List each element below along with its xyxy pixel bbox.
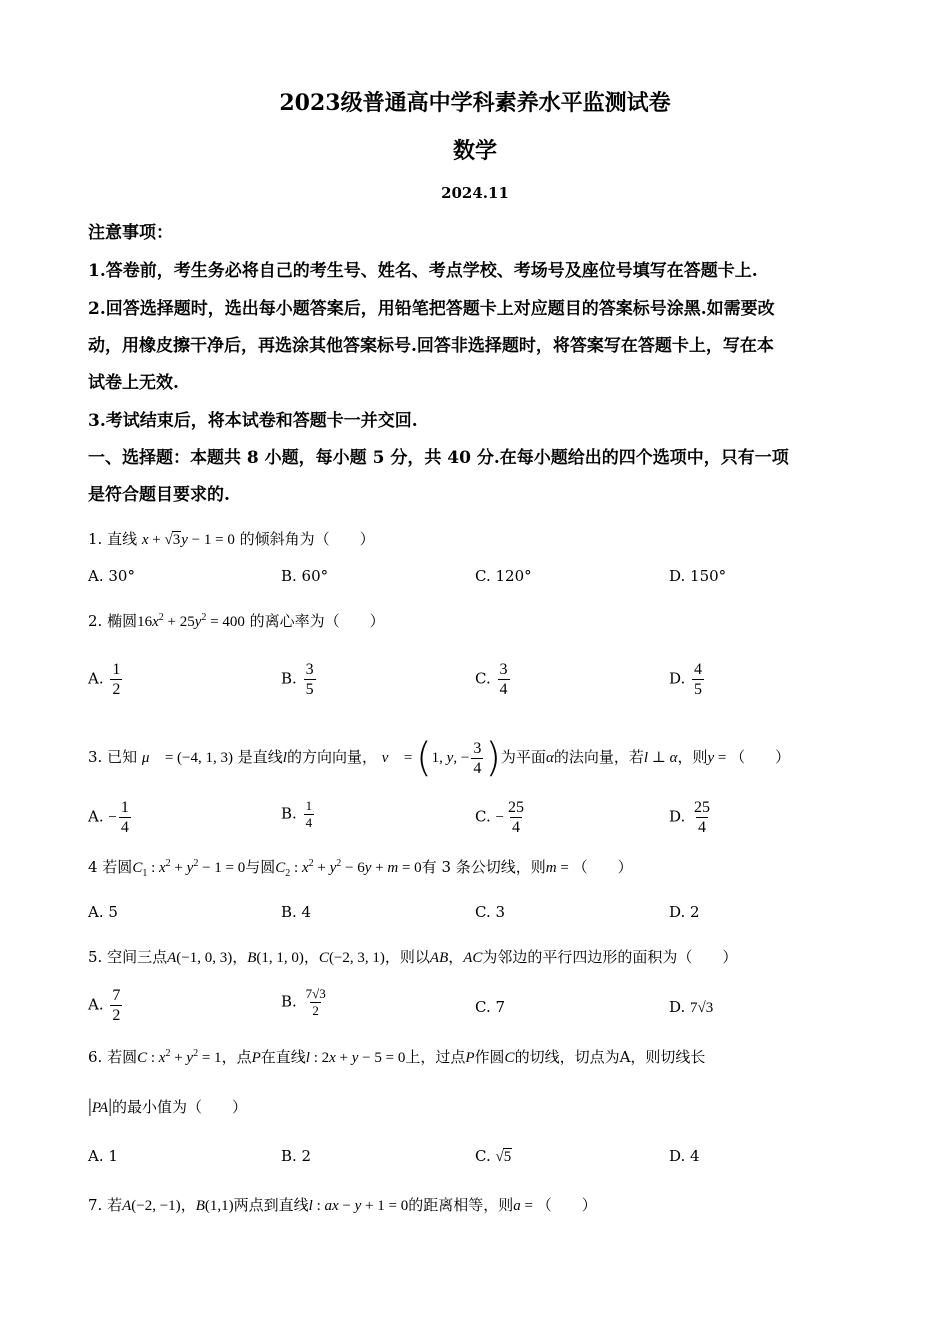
exam-title: 2023级普通高中学科素养水平监测试卷	[279, 90, 671, 116]
q4-option-b: B. 4	[281, 903, 312, 921]
q3-option-d: D. $\frac{25}{4}$	[669, 799, 711, 836]
q5-option-d: D. 7√3	[669, 998, 714, 1016]
q5-option-b: B. $\frac{7√3}{2}$	[281, 986, 326, 1018]
notice-item-2-line-2: 动，用橡皮擦干净后，再选涂其他答案标号.回答非选择题时，将答案写在答题卡上，写在本	[88, 336, 774, 356]
q3-option-c: C. − $\frac{25}{4}$	[475, 799, 524, 836]
q4-option-a: A. 5	[88, 903, 118, 921]
notice-heading: 注意事项：	[88, 223, 173, 243]
q6-option-d: D. 4	[669, 1147, 700, 1165]
q1-option-d: D. 150°	[669, 567, 727, 585]
question-6-line-2: |PA|的最小值为（ ）	[88, 1096, 248, 1117]
q6-option-c: C. √5	[475, 1147, 512, 1165]
q6-option-b: B. 2	[281, 1147, 312, 1165]
subject-title: 数学	[452, 138, 497, 164]
section-1-line-1: 一、选择题：本题共 8 小题，每小题 5 分，共 40 分.在每小题给出的四个选项中，只有一项	[88, 448, 789, 468]
q4-option-d: D. 2	[669, 903, 700, 921]
question-4: 4 若圆$C_1$ : $x^2 + y^2 - 1 = 0$与圆$C_2$ : $x^2 + y^2 - 6y + m = 0$有 3 条公切线，则m = （ ）	[88, 858, 633, 879]
section-1-line-2: 是符合题目要求的.	[88, 485, 230, 505]
question-7: 7. 若A(−2, −1)，B(1,1)两点到直线l : ax − y + 1 = 0的距离相等，则a = （ ）	[88, 1196, 597, 1214]
q3-option-b: B. $\frac{1}{4}$	[281, 798, 313, 830]
notice-item-1: 1.答卷前，考生务必将自己的考生号、姓名、考点学校、考场号及座位号填写在答题卡上.	[88, 261, 758, 281]
question-3: 3. 已知 μ⃗ = (−4, 1, 3) 是直线l的方向向量， v⃗ = (1, y, − $\frac{3}{4}$ )为平面α的法向量，若l ⊥ α，则y = （ ）	[88, 735, 791, 781]
question-1: 1. 直线 x + √3y − 1 = 0 的倾斜角为（ ）	[88, 530, 375, 548]
q1-option-a: A. 30°	[88, 567, 135, 585]
q3-option-a: A. − $\frac{1}{4}$	[88, 799, 129, 836]
question-6-line-1: 6. 若圆C : $x^2 + y^2 = 1$，点P在直线l : 2x + y − 5 = 0上，过点P作圆C的切线，切点为A，则切线长	[88, 1048, 706, 1066]
q4-option-c: C. 3	[475, 903, 506, 921]
question-5: 5. 空间三点A(−1, 0, 3)，B(1, 1, 0)，C(−2, 3, 1)，则以AB，AC为邻边的平行四边形的面积为（ ）	[88, 948, 738, 966]
q6-option-a: A. 1	[88, 1147, 118, 1165]
q2-option-b: B. $\frac{3}{5}$	[281, 661, 314, 698]
question-2: 2. 椭圆$16x^2 + 25y^2 = 400$ 的离心率为（ ）	[88, 612, 385, 630]
exam-date: 2024.11	[441, 184, 509, 202]
q1-option-b: B. 60°	[281, 567, 329, 585]
q2-option-d: D. $\frac{4}{5}$	[669, 661, 703, 698]
q2-option-c: C. $\frac{3}{4}$	[475, 661, 508, 698]
q1-option-c: C. 120°	[475, 567, 532, 585]
q2-option-a: A. $\frac{1}{2}$	[88, 661, 121, 698]
q5-option-a: A. $\frac{7}{2}$	[88, 987, 121, 1024]
notice-item-2-line-1: 2.回答选择题时，选出每小题答案后，用铅笔把答题卡上对应题目的答案标号涂黑.如需要改	[88, 299, 775, 319]
notice-item-3: 3.考试结束后，将本试卷和答题卡一并交回.	[88, 411, 418, 431]
notice-item-2-line-3: 试卷上无效.	[88, 373, 179, 393]
q5-option-c: C. 7	[475, 998, 506, 1016]
